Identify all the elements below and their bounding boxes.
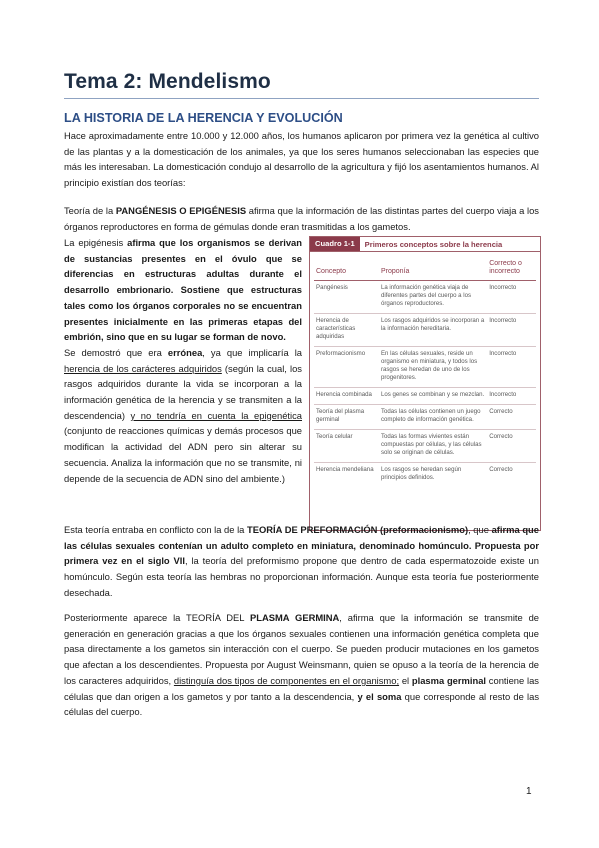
text-run: Esta teoría entraba en conflicto con la de la [64,524,248,535]
epigenetics-term: y no tendría en cuenta la epigenética [130,409,302,421]
text-run: afirma que la información de las distintas partes del cuerpo viaja a los órganos reproductores en forma de gémulas donde eran trasmitidas a los gametos. [64,205,539,232]
cell-verdict: Incorrecto [487,280,536,313]
text-run: , que [468,524,492,535]
cell-verdict: Incorrecto [487,387,536,404]
col-header-concept: Concepto [314,258,379,280]
cell-concept: Herencia mendeliana [316,465,374,473]
box-title: Primeros conceptos sobre la herencia [364,239,503,249]
text-run: , la teoría del preformismo propone que dentro de cada espermatozoide existe un homúnculo. Según esta teoría las hembras no proporcionan información. Aunque esta teoría fue posteriormente desechada. [64,555,539,598]
cell-proposal: Los rasgos adquiridos se incorporan a la información hereditaria. [379,313,487,346]
page-title: Tema 2: Mendelismo [64,70,271,93]
cell-proposal: En las células sexuales, reside un organismo en miniatura, y todos los rasgos se heredan de uno de los progenitores. [379,346,487,387]
pangenesis-paragraph [64,203,539,234]
erronea-term: errónea [167,346,203,358]
epigenesis-column [64,235,302,486]
intro-paragraph: Hace aproximadamente entre 10.000 y 12.000 años, los humanos aplicaron por primera vez la genética al cultivo de las plantas y a la domesticación de los animales, ya que los seres humanos seleccionaban las especies que más les interesaban. La domesticación condujo al desarrollo de la agricultura y fijó los asentamientos humanos. Al principio existían dos teorías: [64,130,539,189]
preformation-paragraph [64,522,539,601]
text-run: , afirma que la información se transmite de generación en generación gracias a que los órganos sexuales contienen una información genética completa que pasa directamente a los gametos sin interacción con el cuerpo. Se pueden producir mutaciones en los gametos que afectan a los descendientes. Propuesta por August Weinsmann, quien se opuso a la teoría de la herencia de los caracteres adquiridos, [64,612,539,686]
two-components-phrase: distinguía dos tipos de componentes en el organismo; [173,674,400,686]
preformation-term: TEORÍA DE PREFORMACIÓN [247,524,378,535]
box-header [310,237,540,252]
cell-verdict: Incorrecto [487,313,536,346]
text-run: (conjunto de reacciones químicas y demás procesos que modifican la actividad del ADN pero sin alterar su secuencia. Analiza la información que no se transmite, ni depende de la secuencia de ADN sino del ambiente.) [64,425,302,484]
text-run: Se demostró que era [64,346,168,358]
table-row [314,462,536,487]
germ-plasm-paragraph [64,610,539,720]
table-row [314,404,536,429]
text-run: Posteriormente aparece la TEORÍA DEL [64,612,250,623]
homunculus-definition: afirma que las células sexuales contenían un adulto completo en miniatura, denominado homúnculo. Propuesta por primera vez en el siglo VII [64,524,539,567]
text-run: (según la cual, los rasgos adquiridos durante la vida se incorporan a la información genética de la herencia y se transmiten a la descendencia) [64,362,302,421]
cell-verdict: Correcto [487,429,536,462]
concepts-table [314,258,536,487]
germ-plasm-term: PLASMA GERMINA [249,612,340,623]
soma-term: y el soma [357,690,402,702]
table-row [314,387,536,404]
text-run: que corresponde al resto de las células del cuerpo. [64,690,540,718]
box-tag: Cuadro 1-1 [310,237,360,251]
title-divider [64,98,539,99]
text-run: La epigénesis [64,237,128,248]
table-row [314,346,536,387]
concepts-box [309,236,541,531]
col-header-correct: Correcto o incorrecto [487,258,536,280]
epigenesis-paragraph [64,235,302,345]
col-header-proposal: Proponía [379,258,487,280]
cell-proposal: Todas las células contienen un juego completo de información genética. [379,404,487,429]
cell-proposal: Los genes se combinan y se mezclan. [379,387,487,404]
cell-concept: Teoría del plasma germinal [314,404,379,429]
cell-proposal: Los rasgos se heredan según principios definidos. [380,465,462,481]
table-row [314,429,536,462]
preformationism-term: (preformacionismo) [377,524,469,535]
germ-plasm-term-2: plasma germinal [411,674,487,686]
cell-verdict: Correcto [489,465,513,473]
text-run: Teoría de la [64,205,116,216]
acquired-traits-term: herencia de los carácteres adquiridos [64,362,222,374]
text-run: contiene las células que dan origen a los gametos y por tanto a la descendencia, [64,674,539,702]
cell-concept: Herencia combinada [314,387,379,404]
cell-concept: Preformacionismo [314,346,379,387]
table-header-row [314,258,536,280]
pangenesis-term: PANGÉNESIS O EPIGÉNESIS [115,205,247,216]
text-run: el [399,674,412,686]
text-run: , ya que implicaría la [202,346,302,358]
cell-verdict: Incorrecto [487,346,536,387]
page-number: 1 [526,786,532,797]
table-row [314,313,536,346]
cell-concept: Teoría celular [314,429,379,462]
section-heading: LA HISTORIA DE LA HERENCIA Y EVOLUCIÓN [64,111,343,125]
cell-verdict: Correcto [487,404,536,429]
cell-proposal: Todas las formas vivientes están compuestas por células, y las células solo se originan de células. [379,429,487,462]
epigenesis-definition: afirma que los organismos se derivan de sustancias presentes en el óvulo que se diferencias en estructuras adultas durante el desarrollo embrionario. Sostiene que estructuras tales como los órganos corporales no se encuentran presentes inicialmente en las primeras etapas del embrión, sino que en su lugar se forman de novo. [64,237,302,343]
cell-proposal: La información genética viaja de diferentes partes del cuerpo a los órganos reproductores. [379,280,487,313]
cell-concept: Herencia de características adquiridas [314,313,379,346]
refutation-paragraph [64,345,302,486]
table-row [314,280,536,313]
cell-concept: Pangénesis [314,280,379,313]
